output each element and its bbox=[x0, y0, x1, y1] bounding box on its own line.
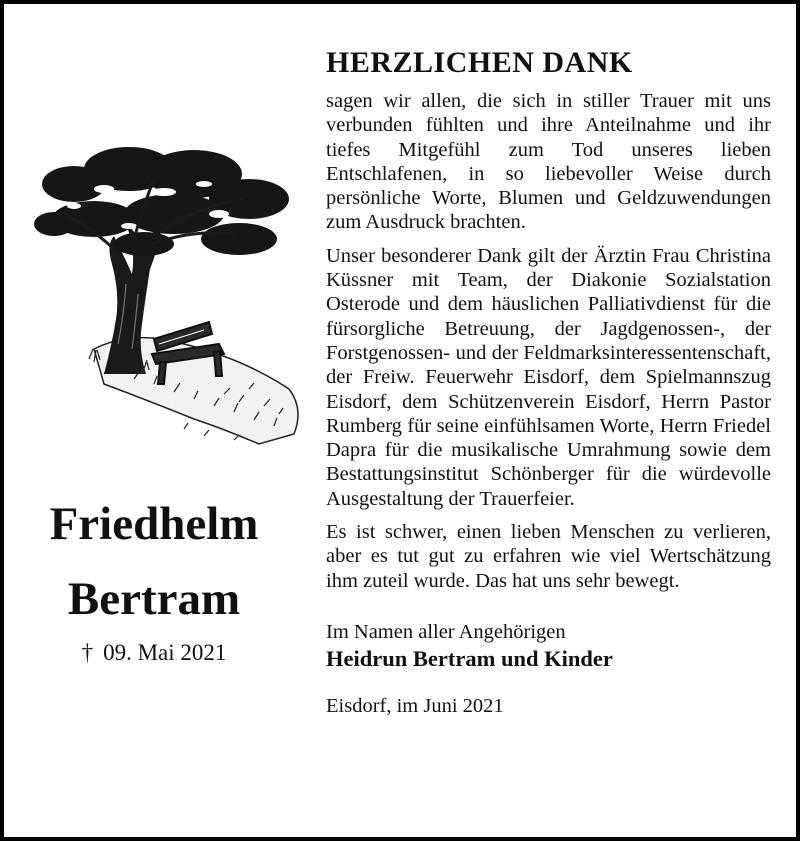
cross-icon: † bbox=[81, 640, 94, 665]
left-column bbox=[4, 4, 304, 837]
death-date-line bbox=[4, 640, 304, 666]
tree-with-bench-icon bbox=[34, 144, 304, 449]
deceased-first-name: Friedhelm bbox=[49, 498, 259, 550]
death-date: 09. Mai 2021 bbox=[103, 640, 227, 665]
right-column bbox=[326, 46, 771, 719]
signature-names: Heidrun Bertram und Kinder bbox=[326, 645, 613, 671]
paragraph-2: Unser besonderer Dank gilt der Ärztin Frau Christina Küssner mit Team, der Diakonie Sozialstation Osterode und dem häuslichen Palliativdienst für die fürsorgliche Betreuung, der Jagdgenossen-, der Forstgenossen- und der Feldmarksinteressentenschaft, der Freiw. Feuerwehr Eisdorf, dem Spielmannszug Eisdorf, dem Schützenverein Eisdorf, Herrn Pastor Rumberg für seine einfühlsamen Worte, Herrn Friedel Dapra für die musikalische Umrahmung sowie dem Bestattungsinstitut Schönberger für die würdevolle Ausgestaltung der Trauerfeier. bbox=[326, 244, 771, 510]
signature-intro: Im Namen aller Angehörigen bbox=[326, 620, 566, 643]
place-date: Eisdorf, im Juni 2021 bbox=[326, 694, 504, 717]
deceased-last-name: Bertram bbox=[67, 573, 241, 625]
thank-you-heading: HERZLICHEN DANK bbox=[326, 46, 633, 79]
paragraph-1: sagen wir allen, die sich in stiller Trauer mit uns verbunden fühlten und ihre Anteilnahme und ihr tiefes Mitgefühl zum Tod unseres lieben Entschlafenen, in so liebevoller Weise durch persönliche Worte, Blumen und Geldzuwendungen zum Ausdruck brachten. bbox=[326, 90, 771, 234]
paragraph-3: Es ist schwer, einen lieben Menschen zu verlieren, aber es tut gut zu erfahren wie viel Wertschätzung ihm zuteil wurde. Das hat uns sehr bewegt. bbox=[326, 521, 771, 592]
